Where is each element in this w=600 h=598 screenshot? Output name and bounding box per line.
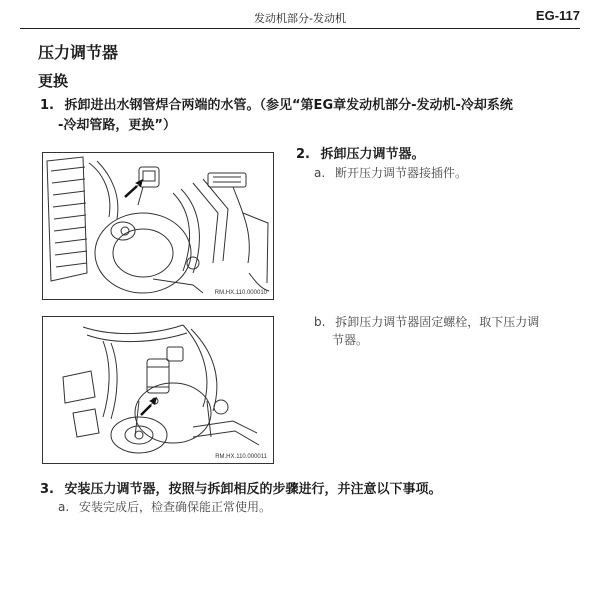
step-number: 3. [40, 482, 54, 497]
substep-label: a. [314, 166, 326, 180]
header-section: 发动机部分-发动机 [254, 12, 346, 25]
step-2 [296, 145, 425, 164]
step-1 [40, 96, 513, 115]
substep-text: 安装完成后，检查确保能正常使用。 [79, 500, 272, 514]
step-1-continued [58, 116, 176, 135]
header-rule [20, 28, 580, 29]
substep-3a [58, 498, 271, 516]
substep-label: a. [58, 500, 70, 514]
substep-text: 节器。 [332, 333, 369, 347]
substep-text: 断开压力调节器接插件。 [335, 166, 468, 180]
figure-code: RM.HX.110.000010 [214, 290, 267, 296]
engine-connector-illustration [43, 153, 273, 299]
figure-code: RM.HX.110.000011 [215, 454, 267, 460]
substep-label: b. [314, 315, 326, 329]
page-title: 压力调节器 [38, 43, 119, 62]
figure-connector [42, 152, 274, 300]
page-number: EG-117 [535, 8, 580, 23]
step-text: 安装压力调节器，按照与拆卸相反的步骤进行，并注意以下事项。 [64, 482, 442, 497]
substep-2a [314, 164, 467, 182]
regulator-bolt-illustration [43, 317, 273, 463]
step-number: 1. [40, 98, 54, 113]
section-subtitle: 更换 [38, 72, 69, 90]
step-text: 拆卸压力调节器。 [320, 147, 425, 162]
substep-2b-continued [332, 331, 368, 349]
substep-text: 拆卸压力调节器固定螺栓，取下压力调 [335, 315, 540, 329]
step-text: -冷却管路，更换”） [58, 118, 176, 133]
step-number: 2. [296, 147, 310, 162]
figure-bolt [42, 316, 274, 464]
substep-2b [314, 313, 539, 331]
step-text: 拆卸进出水钢管焊合两端的水管。（参见“第EG章发动机部分-发动机-冷却系统 [64, 98, 513, 113]
step-3 [40, 480, 442, 499]
page-header [20, 6, 580, 28]
